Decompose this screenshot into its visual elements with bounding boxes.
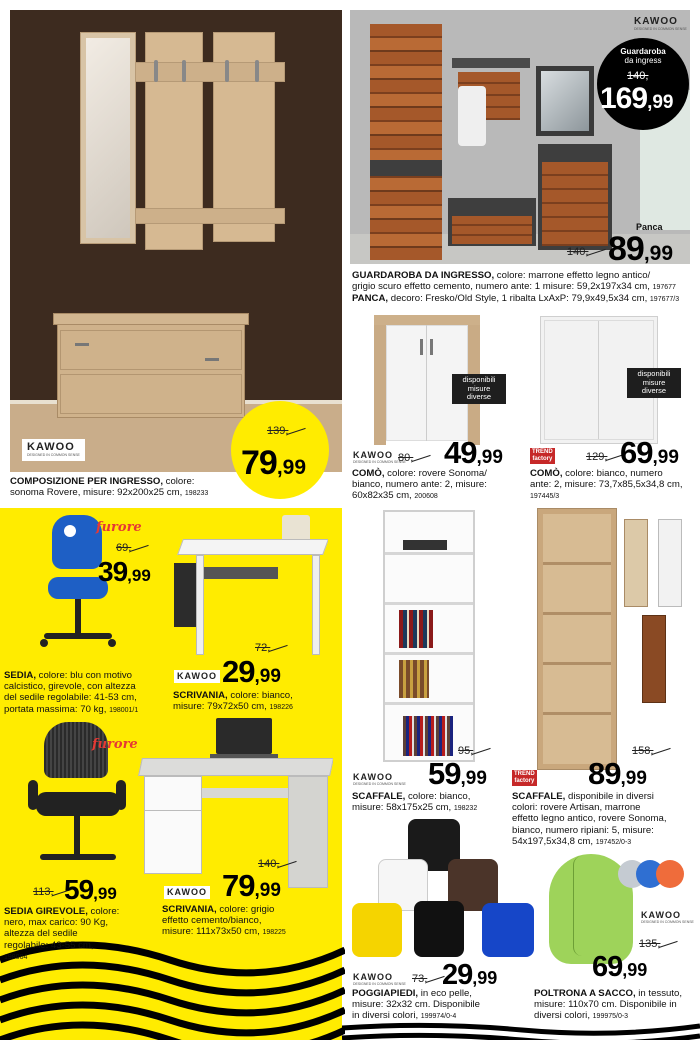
sedia-photo bbox=[30, 515, 125, 665]
old-price-como1: 80, bbox=[398, 452, 431, 464]
old-price-como2: 129, bbox=[586, 451, 625, 463]
old-price-panca: 140, bbox=[567, 246, 606, 258]
scrivania1-photo bbox=[172, 515, 328, 655]
desc-scrivania1: SCRIVANIA, colore: bianco, misure: 79x72x50 cm, 198226 bbox=[173, 690, 293, 713]
price-panca: 89,99 bbox=[608, 230, 674, 268]
price-como1: 49,99 bbox=[444, 435, 503, 470]
old-price-poltrona: 135, bbox=[639, 938, 678, 950]
old-price-sedia: 69, bbox=[116, 542, 149, 554]
furore-logo: furore bbox=[96, 520, 142, 535]
poggiapiedi-photo bbox=[348, 815, 538, 967]
desc-como1: COMÒ, colore: rovere Sonoma/ bianco, numero ante: 2, misure: 60x82x35 cm, 200608 bbox=[352, 468, 487, 502]
badge-guardaroba-text: Guardaroba da ingress bbox=[620, 47, 666, 65]
desc-composizione: COMPOSIZIONE PER INGRESSO, colore: sonoma Rovere, misure: 92x200x25 cm, 198233 bbox=[10, 476, 209, 499]
price-composizione: 79,99 bbox=[241, 444, 307, 482]
price-guardaroba: 169,99 bbox=[600, 82, 674, 115]
scaffale2-photo bbox=[537, 508, 617, 770]
scaffale1-photo bbox=[383, 510, 475, 762]
old-price-sedia-girevole: 113, bbox=[33, 886, 72, 898]
old-price-scaffale1: 95, bbox=[458, 745, 491, 757]
scaffale2-variants bbox=[620, 515, 692, 705]
trend-factory-logo: TREND factory bbox=[514, 771, 535, 784]
desc-poggiapiedi: POGGIAPIEDI, in eco pelle, misure: 32x32 cm. Disponibile in diversi colori, 199974/0-4 bbox=[352, 988, 480, 1022]
desc-scrivania2: SCRIVANIA, colore: grigio effetto cemento/bianco, misure: 111x73x50 cm, 198225 bbox=[162, 904, 286, 938]
kawoo-logo: KAWOO DESIGNED IN COMMON SENSE bbox=[353, 450, 406, 464]
zebra-pattern bbox=[342, 1022, 700, 1040]
price-poltrona: 69,99 bbox=[592, 951, 648, 983]
price-sedia: 39,99 bbox=[98, 556, 151, 587]
old-price-poggiapiedi: 73, bbox=[412, 973, 445, 985]
price-scaffale2: 89,99 bbox=[588, 756, 647, 791]
kawoo-logo: KAWOO bbox=[174, 670, 220, 683]
kawoo-logo: KAWOO DESIGNED IN COMMON SENSE bbox=[353, 972, 406, 986]
tag-misure-como1: disponibili misure diverse bbox=[452, 374, 506, 404]
desc-sedia-girevole: SEDIA GIREVOLE, colore: nero, max carico: 90 Kg, altezza del sedile regolabile: 43-55 cm, 198004 bbox=[4, 906, 120, 961]
kawoo-logo: KAWOO bbox=[164, 886, 210, 899]
furore-logo: furore bbox=[92, 737, 138, 752]
old-price-composizione: 139, bbox=[267, 425, 306, 437]
desc-guardaroba: GUARDAROBA DA INGRESSO, colore: marrone effetto legno antico/ grigio scuro effetto cemento, numero ante: 1 misure: 59,2x197x34 cm, 197677 PANCA, decoro: Fresko/Old Style, 1 ribalta LxAxP: 79,9x49,5x34 cm, 197677/3 bbox=[352, 270, 680, 305]
old-price-guardaroba: 140, bbox=[627, 70, 649, 82]
desc-scaffale2: SCAFFALE, disponibile in diversi colori: rovere Artisan, marrone effetto legno antico, rovere Sonoma, bianco, numero ripiani: 5, misure: 54x197,5x34,8 cm, 197452/0-3 bbox=[512, 791, 667, 847]
old-price-scaffale2: 158, bbox=[632, 745, 671, 757]
price-como2: 69,99 bbox=[620, 435, 679, 470]
kawoo-logo: KAWOO DESIGNED IN COMMON SENSE bbox=[353, 772, 406, 786]
price-scrivania1: 29,99 bbox=[222, 654, 281, 689]
price-scaffale1: 59,99 bbox=[428, 756, 487, 791]
old-price-scrivania2: 140, bbox=[258, 858, 297, 870]
color-swatch-orange bbox=[656, 860, 684, 888]
kawoo-logo: KAWOO DESIGNED IN COMMON SENSE bbox=[22, 439, 85, 461]
scrivania2-photo bbox=[138, 718, 333, 893]
panca-label: Panca bbox=[636, 222, 663, 232]
kawoo-logo: KAWOO DESIGNED IN COMMON SENSE bbox=[634, 16, 687, 31]
desc-sedia: SEDIA, colore: blu con motivo calcistico, girevole, con altezza del sedile regolabile: 41-53 cm, portata massima: 70 kg, 198001/1 bbox=[4, 670, 139, 715]
desc-scaffale1: SCAFFALE, colore: bianco, misure: 58x175x25 cm, 198232 bbox=[352, 791, 478, 814]
old-price-scrivania1: 72, bbox=[255, 642, 288, 654]
trend-factory-logo: TREND factory bbox=[532, 449, 553, 462]
tag-misure-como2: disponibili misure diverse bbox=[627, 368, 681, 398]
desc-como2: COMÒ, colore: bianco, numero ante: 2, misure: 73,7x85,5x34,8 cm, 197445/3 bbox=[530, 468, 683, 501]
desc-poltrona: POLTRONA A SACCO, in tessuto, misure: 110x70 cm. Disponibile in diversi colori, 199975/0-3 bbox=[534, 988, 683, 1022]
price-scrivania2: 79,99 bbox=[222, 868, 281, 903]
price-poggiapiedi: 29,99 bbox=[442, 959, 498, 991]
kawoo-logo: KAWOO DESIGNED IN COMMON SENSE bbox=[641, 910, 694, 924]
price-sedia-girevole: 59,99 bbox=[64, 874, 117, 905]
